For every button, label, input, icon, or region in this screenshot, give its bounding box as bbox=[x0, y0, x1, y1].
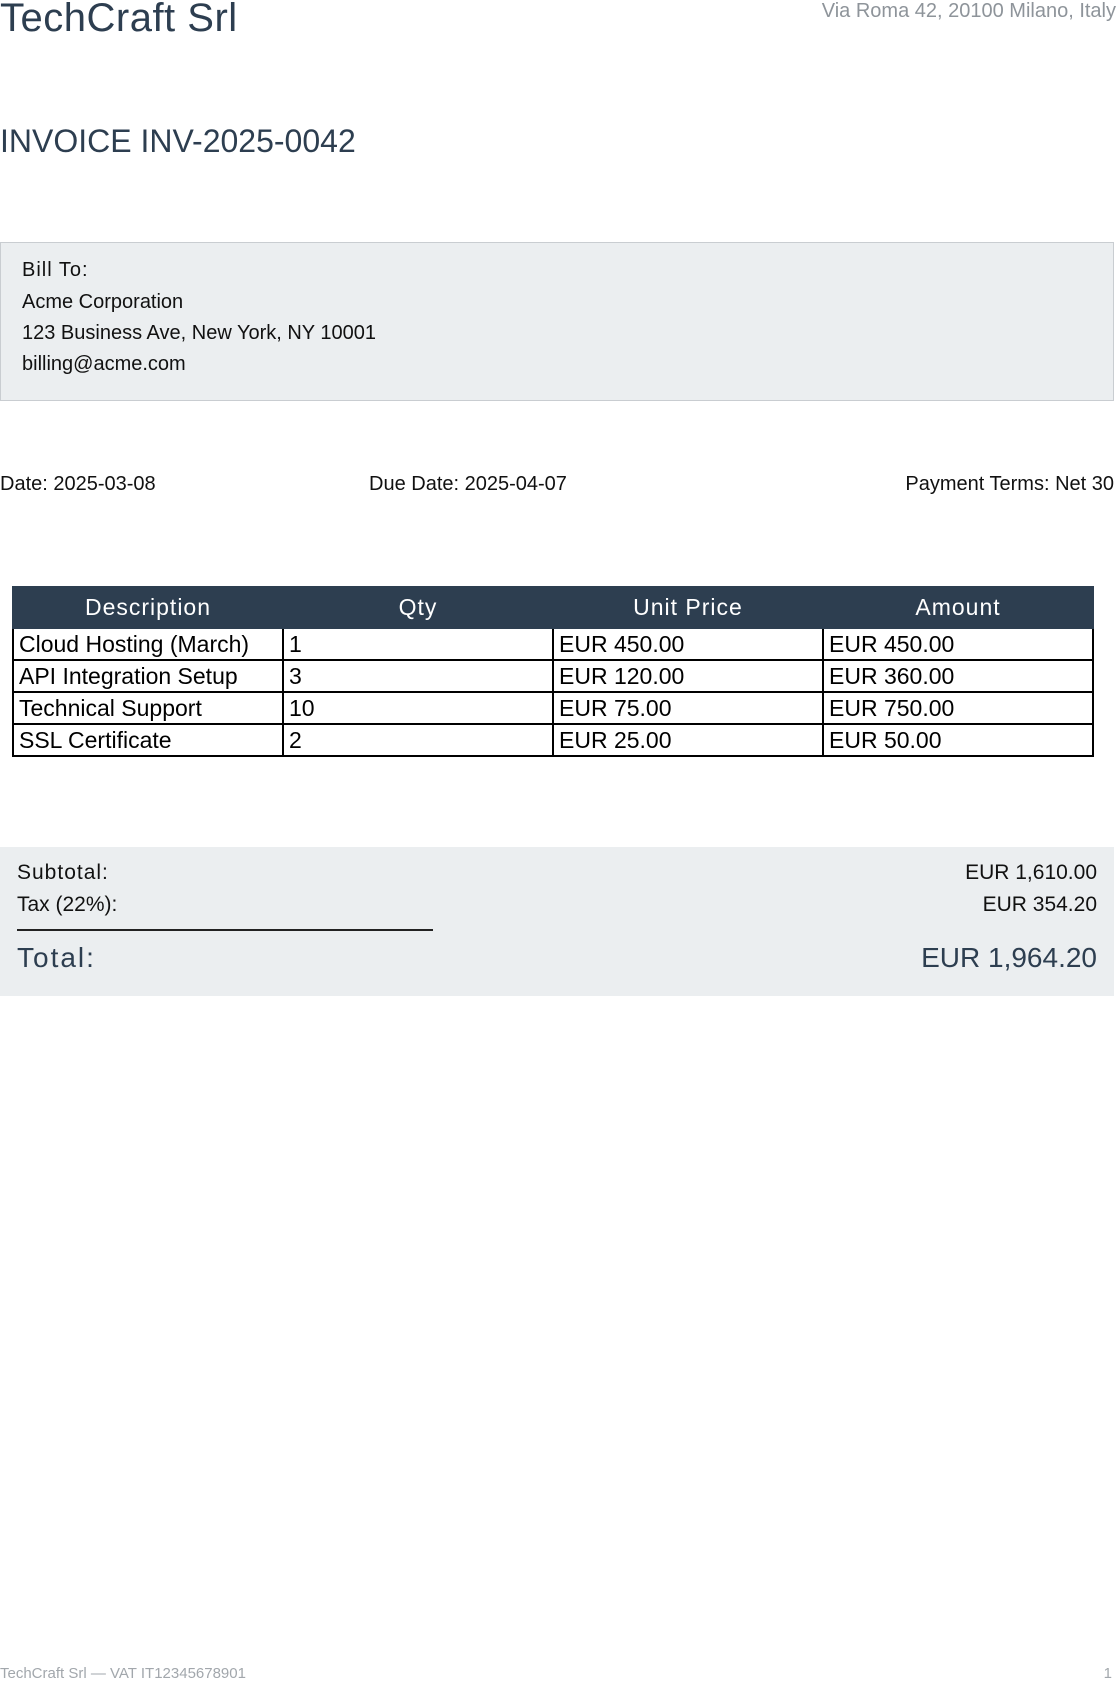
totals-panel bbox=[0, 847, 1114, 996]
item-unit-price: EUR 75.00 bbox=[553, 692, 823, 724]
item-description: SSL Certificate bbox=[13, 724, 283, 756]
item-qty: 3 bbox=[283, 660, 553, 692]
line-items-table bbox=[12, 586, 1094, 757]
column-header-amount: Amount bbox=[823, 587, 1093, 628]
tax-label: Tax (22%): bbox=[17, 893, 118, 916]
bill-to-panel bbox=[0, 242, 1114, 401]
tax-value: EUR 354.20 bbox=[982, 893, 1097, 916]
table-row bbox=[13, 724, 1093, 756]
client-name: Acme Corporation bbox=[22, 291, 184, 313]
subtotal-label: Subtotal: bbox=[17, 861, 109, 884]
table-row bbox=[13, 660, 1093, 692]
company-address: Via Roma 42, 20100 Milano, Italy bbox=[821, 0, 1116, 22]
item-unit-price: EUR 25.00 bbox=[553, 724, 823, 756]
item-amount: EUR 50.00 bbox=[823, 724, 1093, 756]
item-unit-price: EUR 450.00 bbox=[553, 628, 823, 660]
item-description: Technical Support bbox=[13, 692, 283, 724]
bill-to-heading: Bill To: bbox=[22, 259, 89, 281]
table-row bbox=[13, 628, 1093, 660]
totals-divider bbox=[17, 929, 433, 931]
company-name: TechCraft Srl bbox=[0, 0, 238, 40]
due-date: Due Date: 2025-04-07 bbox=[369, 473, 567, 495]
item-qty: 1 bbox=[283, 628, 553, 660]
total-label: Total: bbox=[17, 942, 96, 973]
client-address: 123 Business Ave, New York, NY 10001 bbox=[22, 322, 376, 344]
page-number: 1 bbox=[1103, 1665, 1112, 1682]
item-qty: 2 bbox=[283, 724, 553, 756]
total-value: EUR 1,964.20 bbox=[921, 942, 1097, 973]
column-header-qty: Qty bbox=[283, 587, 553, 628]
payment-terms: Payment Terms: Net 30 bbox=[905, 473, 1114, 495]
column-header-unit-price: Unit Price bbox=[553, 587, 823, 628]
column-header-description: Description bbox=[13, 587, 283, 628]
item-description: API Integration Setup bbox=[13, 660, 283, 692]
table-row bbox=[13, 692, 1093, 724]
invoice-title: INVOICE INV-2025-0042 bbox=[0, 123, 356, 159]
item-amount: EUR 450.00 bbox=[823, 628, 1093, 660]
item-qty: 10 bbox=[283, 692, 553, 724]
footer-company-vat: TechCraft Srl — VAT IT12345678901 bbox=[0, 1665, 246, 1682]
item-amount: EUR 750.00 bbox=[823, 692, 1093, 724]
subtotal-value: EUR 1,610.00 bbox=[965, 861, 1097, 884]
item-description: Cloud Hosting (March) bbox=[13, 628, 283, 660]
table-header-row bbox=[13, 587, 1093, 628]
item-amount: EUR 360.00 bbox=[823, 660, 1093, 692]
item-unit-price: EUR 120.00 bbox=[553, 660, 823, 692]
invoice-date: Date: 2025-03-08 bbox=[0, 473, 156, 495]
client-email: billing@acme.com bbox=[22, 353, 186, 375]
